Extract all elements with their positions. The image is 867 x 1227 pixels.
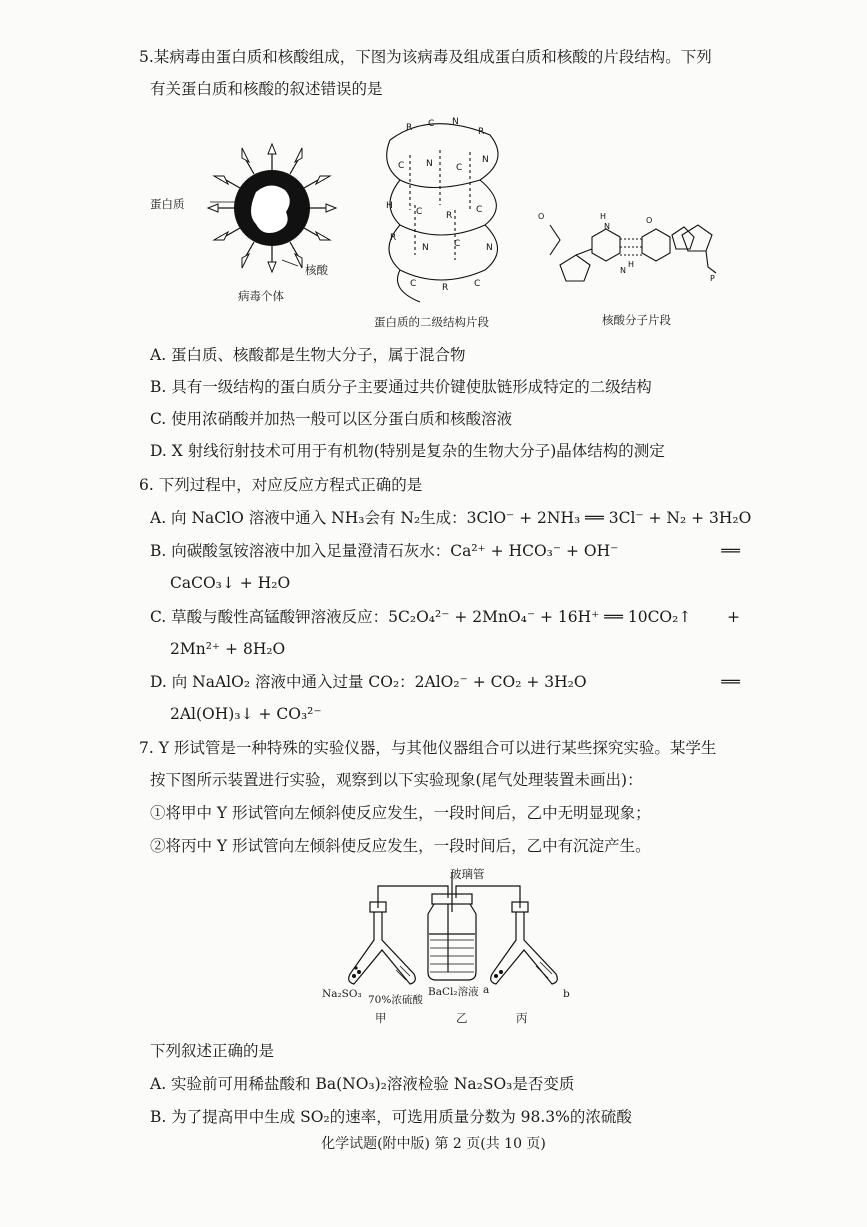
svg-text:H: H bbox=[600, 212, 607, 221]
q6-option-c-line1 bbox=[150, 606, 740, 628]
protein-secondary-structure-diagram bbox=[370, 110, 520, 310]
svg-text:N: N bbox=[486, 243, 493, 253]
apparatus-diagram bbox=[320, 862, 580, 1002]
svg-text:N: N bbox=[452, 117, 459, 127]
svg-text:C: C bbox=[476, 205, 483, 215]
svg-text:N: N bbox=[482, 155, 489, 165]
svg-text:O: O bbox=[538, 212, 545, 221]
q6-option-c-text: C. 草酸与酸性高锰酸钾溶液反应：5C₂O₄²⁻ + 2MnO₄⁻ + 16H⁺ ══ 10CO₂↑ bbox=[150, 608, 692, 626]
q7-stem-line1: 7. Y 形试管是一种特殊的实验仪器，与其他仪器组合可以进行某些探究实验。某学生 bbox=[139, 739, 717, 757]
svg-text:O: O bbox=[646, 216, 653, 225]
q5-option-c: C. 使用浓硝酸并加热一般可以区分蛋白质和核酸溶液 bbox=[150, 410, 513, 428]
svg-text:R: R bbox=[390, 233, 397, 243]
q6-option-c-plus: + bbox=[727, 608, 740, 626]
q5-stem-line2: 有关蛋白质和核酸的叙述错误的是 bbox=[150, 80, 383, 98]
svg-text:N: N bbox=[426, 159, 433, 169]
svg-text:C: C bbox=[428, 119, 435, 129]
caption-protein: 蛋白质的二级结构片段 bbox=[374, 315, 489, 329]
q6-option-c-line2: 2Mn²⁺ + 8H₂O bbox=[170, 640, 286, 658]
fig-label-yi: 乙 bbox=[456, 1011, 468, 1025]
q6-option-b-text: B. 向碳酸氢铵溶液中加入足量澄清石灰水：Ca²⁺ + HCO₃⁻ + OH⁻ bbox=[150, 542, 619, 560]
caption-virus: 病毒个体 bbox=[238, 289, 284, 303]
q6-option-d-line2: 2Al(OH)₃↓ + CO₃²⁻ bbox=[170, 705, 322, 723]
q6-option-d-text: D. 向 NaAlO₂ 溶液中通入过量 CO₂：2AlO₂⁻ + CO₂ + 3H₂O bbox=[150, 673, 587, 691]
q7-option-a: A. 实验前可用稀盐酸和 Ba(NO₃)₂溶液检验 Na₂SO₃是否变质 bbox=[150, 1075, 575, 1093]
svg-text:R: R bbox=[406, 123, 413, 133]
q6-option-a: A. 向 NaClO 溶液中通入 NH₃会有 N₂生成：3ClO⁻ + 2NH₃ ══ 3Cl⁻ + N₂ + 3H₂O bbox=[150, 509, 752, 527]
virus-diagram bbox=[190, 140, 360, 290]
q7-observation-2: ②将丙中 Y 形试管向左倾斜使反应发生，一段时间后，乙中有沉淀产生。 bbox=[150, 837, 651, 855]
fig-label-b: b bbox=[563, 988, 570, 1000]
q6-option-b-equals: ══ bbox=[721, 542, 740, 560]
q7-observation-1: ①将甲中 Y 形试管向左倾斜使反应发生，一段时间后，乙中无明显现象； bbox=[150, 804, 651, 822]
svg-text:C: C bbox=[456, 163, 463, 173]
q6-option-b-line1 bbox=[150, 540, 740, 562]
fig-na2so3: Na₂SO₃ bbox=[322, 988, 362, 1000]
svg-text:C: C bbox=[398, 161, 405, 171]
fig-h2so4: 70%浓硫酸 bbox=[368, 994, 423, 1006]
svg-text:N: N bbox=[620, 266, 626, 275]
svg-text:C: C bbox=[454, 239, 461, 249]
caption-nucleic: 核酸分子片段 bbox=[602, 313, 671, 327]
svg-text:P: P bbox=[710, 274, 715, 283]
svg-text:R: R bbox=[442, 283, 449, 293]
q7-option-b: B. 为了提高甲中生成 SO₂的速率，可选用质量分数为 98.3%的浓硫酸 bbox=[150, 1108, 632, 1126]
q6-option-b-line2: CaCO₃↓ + H₂O bbox=[170, 574, 291, 592]
q5-option-a: A. 蛋白质、核酸都是生物大分子，属于混合物 bbox=[150, 346, 466, 364]
fig-label-nucleic: 核酸 bbox=[305, 263, 328, 277]
svg-text:C: C bbox=[410, 279, 417, 289]
fig-label-a: a bbox=[483, 984, 490, 996]
svg-text:H: H bbox=[386, 201, 393, 211]
svg-text:C: C bbox=[474, 279, 481, 289]
page-footer: 化学试题(附中版) 第 2 页(共 10 页) bbox=[321, 1136, 546, 1152]
q5-option-d: D. X 射线衍射技术可用于有机物(特别是复杂的生物大分子)晶体结构的测定 bbox=[150, 442, 665, 460]
q5-option-b: B. 具有一级结构的蛋白质分子主要通过共价键使肽链形成特定的二级结构 bbox=[150, 378, 652, 396]
svg-text:R: R bbox=[478, 127, 485, 137]
nucleic-acid-fragment-diagram bbox=[520, 195, 730, 305]
q6-stem: 6. 下列过程中，对应反应方程式正确的是 bbox=[139, 476, 423, 494]
svg-text:R: R bbox=[446, 211, 453, 221]
svg-text:C: C bbox=[416, 207, 423, 217]
q5-stem-line1: 5.某病毒由蛋白质和核酸组成，下图为该病毒及组成蛋白质和核酸的片段结构。下列 bbox=[139, 48, 712, 66]
fig-label-protein: 蛋白质 bbox=[150, 197, 185, 211]
fig-label-bing: 丙 bbox=[516, 1011, 528, 1025]
svg-text:N: N bbox=[604, 222, 610, 231]
q6-option-d-line1 bbox=[150, 671, 740, 693]
q7-sub-stem: 下列叙述正确的是 bbox=[150, 1042, 275, 1060]
fig-glass-tube: 玻璃管 bbox=[450, 867, 485, 881]
svg-text:N: N bbox=[422, 243, 429, 253]
q7-stem-line2: 按下图所示装置进行实验，观察到以下实验现象(尾气处理装置未画出)： bbox=[150, 771, 643, 789]
fig-label-jia: 甲 bbox=[375, 1011, 387, 1025]
q6-option-d-equals: ══ bbox=[721, 673, 740, 691]
fig-bacl2: BaCl₂溶液 bbox=[428, 986, 479, 998]
svg-text:H: H bbox=[628, 260, 635, 269]
